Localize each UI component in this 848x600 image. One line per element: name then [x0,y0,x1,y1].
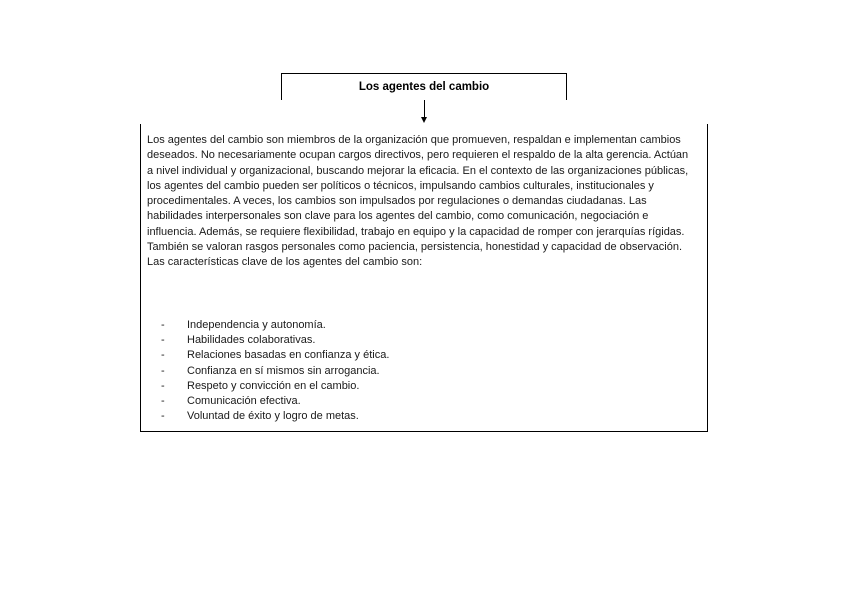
list-item [161,394,389,409]
bullet-dash: - [161,349,165,362]
list-item-text: Comunicación efectiva. [187,395,301,408]
arrow-down-icon [421,117,427,123]
list-item-text: Relaciones basadas en confianza y ética. [187,349,390,362]
list-item [161,409,389,424]
list-item [161,364,389,379]
content-box [140,124,708,432]
list-item [161,348,389,363]
list-item [161,318,389,333]
list-item [161,379,389,394]
bullet-dash: - [161,410,165,423]
list-item-text: Independencia y autonomía. [187,319,326,331]
list-item-text: Confianza en sí mismos sin arrogancia. [187,364,380,377]
traits-list [161,318,389,424]
list-item-text: Habilidades colaborativas. [187,334,316,347]
bullet-dash: - [161,379,165,392]
description-paragraph: Los agentes del cambio son miembros de la organización que promueven, respaldan e implementan cambios deseados. No necesariamente ocupan cargos directivos, pero requieren el respaldo de la alta gerencia. Actúan a nivel individual y organizacional, buscando mejorar la eficacia. En el contexto de las organizaciones públicas, los agentes del cambio pueden ser políticos o técnicos, impulsando cambios culturales, institucionales y procedimentales. A veces, los cambios son impulsados por regulaciones o demandas ciudadanas. Las habilidades interpersonales son clave para los agentes del cambio, como comunicación, negociación e influencia. Además, se requiere flexibilidad, trabajo en equipo y la capacidad de romper con jerarquías rígidas. También se valoran rasgos personales como paciencia, persistencia, honestidad y capacidad de observación. Las características clave de los agentes del cambio son: [147,134,689,269]
bullet-dash: - [161,364,165,377]
list-item-text: Voluntad de éxito y logro de metas. [187,410,359,423]
list-item [161,333,389,348]
diagram-title: Los agentes del cambio [358,81,490,93]
connector-line [424,100,425,118]
list-item-text: Respeto y convicción en el cambio. [187,379,360,392]
bullet-dash: - [161,319,165,331]
bullet-dash: - [161,395,165,408]
title-box [281,73,567,100]
bullet-dash: - [161,334,165,347]
